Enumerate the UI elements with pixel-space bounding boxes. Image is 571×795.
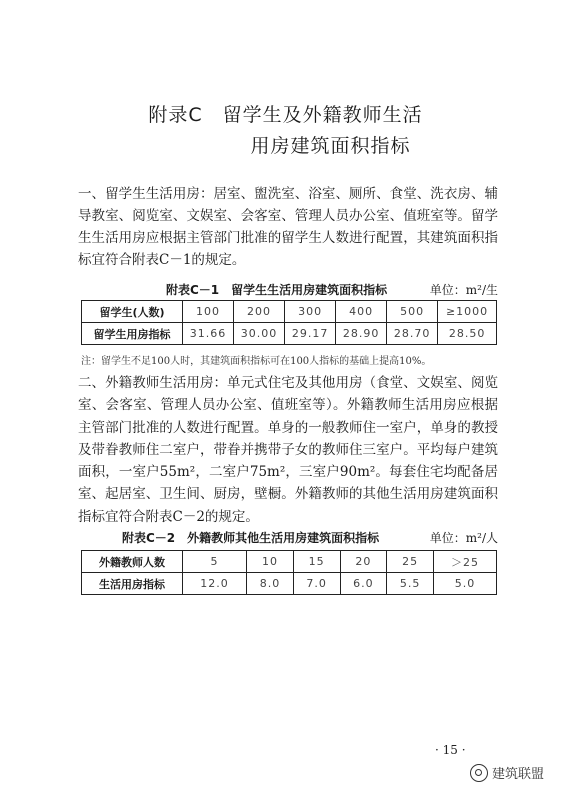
table-cell: ＞25 [433, 551, 496, 573]
table1-note: 注：留学生不足100人时，其建筑面积指标可在100人指标的基础上提高10%。 [81, 356, 432, 367]
table-cell: 28.90 [336, 323, 387, 345]
appendix-title-line1: 附录C 留学生及外籍教师生活 [148, 104, 423, 126]
table-cell: 300 [285, 301, 336, 323]
table-cell: 10 [247, 551, 294, 573]
table2-unit: 单位：m²/人 [429, 531, 498, 545]
table-cell: 28.70 [387, 323, 438, 345]
table-cell: 30.00 [234, 323, 285, 345]
table-cell: 29.17 [285, 323, 336, 345]
watermark-text: 建筑联盟 [492, 767, 545, 782]
table-cell: 6.0 [340, 573, 387, 595]
table1 [81, 300, 497, 345]
table-cell: 200 [234, 301, 285, 323]
table-row [82, 573, 497, 595]
table-cell: 400 [336, 301, 387, 323]
table1-unit: 单位：m²/生 [429, 283, 498, 297]
table-cell: 100 [183, 301, 234, 323]
table-cell: 5.0 [433, 573, 496, 595]
table1-row1-label: 留学生(人数) [82, 301, 183, 323]
table-cell: 7.0 [293, 573, 340, 595]
paragraph-teachers: 二、外籍教师生活用房：单元式住宅及其他用房（食堂、文娱室、阅览室、会客室、管理人员办公室、值班室等）。外籍教师生活用房应根据主管部门批准的人数进行配置。单身的一般教师住一室户，单身的教授及带眷教师住二室户，带眷并携带子女的教师住三室户。平均每户建筑面积，一室户55m²，二室户75m²，三室户90m²。每套住宅均配备居室、起居室、卫生间、厨房，壁橱。外籍教师的其他生活用房建筑面积指标宜符合附表C－2的规定。 [78, 375, 498, 525]
appendix-title-line2: 用房建筑面积指标 [250, 135, 411, 157]
table2-row2-label: 生活用房指标 [82, 573, 183, 595]
table-cell: 31.66 [183, 323, 234, 345]
table2-row1-label: 外籍教师人数 [82, 551, 183, 573]
table-row [82, 301, 497, 323]
table-cell: 12.0 [183, 573, 247, 595]
table1-row2-label: 留学生用房指标 [82, 323, 183, 345]
page-number: · 15 · [435, 743, 466, 757]
table-cell: 500 [387, 301, 438, 323]
table2-caption-row [78, 529, 498, 546]
table2-caption: 附表C－2 外籍教师其他生活用房建筑面积指标 [122, 531, 380, 545]
table-row [82, 551, 497, 573]
table-cell: 5 [183, 551, 247, 573]
table1-caption: 附表C－1 留学生生活用房建筑面积指标 [166, 283, 388, 297]
table-cell: 5.5 [387, 573, 434, 595]
table1-caption-row [78, 281, 498, 298]
watermark [470, 763, 544, 782]
table-cell: 20 [340, 551, 387, 573]
table-cell: 25 [387, 551, 434, 573]
wechat-logo-icon [470, 764, 488, 782]
table-row [82, 323, 497, 345]
table-cell: 28.50 [438, 323, 497, 345]
table-cell: ≥1000 [438, 301, 497, 323]
table2 [81, 550, 497, 595]
table-cell: 15 [293, 551, 340, 573]
paragraph-students: 一、留学生生活用房：居室、盥洗室、浴室、厕所、食堂、洗衣房、辅导教室、阅览室、文娱室、会客室、管理人员办公室、值班室等。留学生生活用房应根据主管部门批准的留学生人数进行配置，其建筑面积指标宜符合附表C－1的规定。 [78, 186, 498, 268]
table-cell: 8.0 [247, 573, 294, 595]
